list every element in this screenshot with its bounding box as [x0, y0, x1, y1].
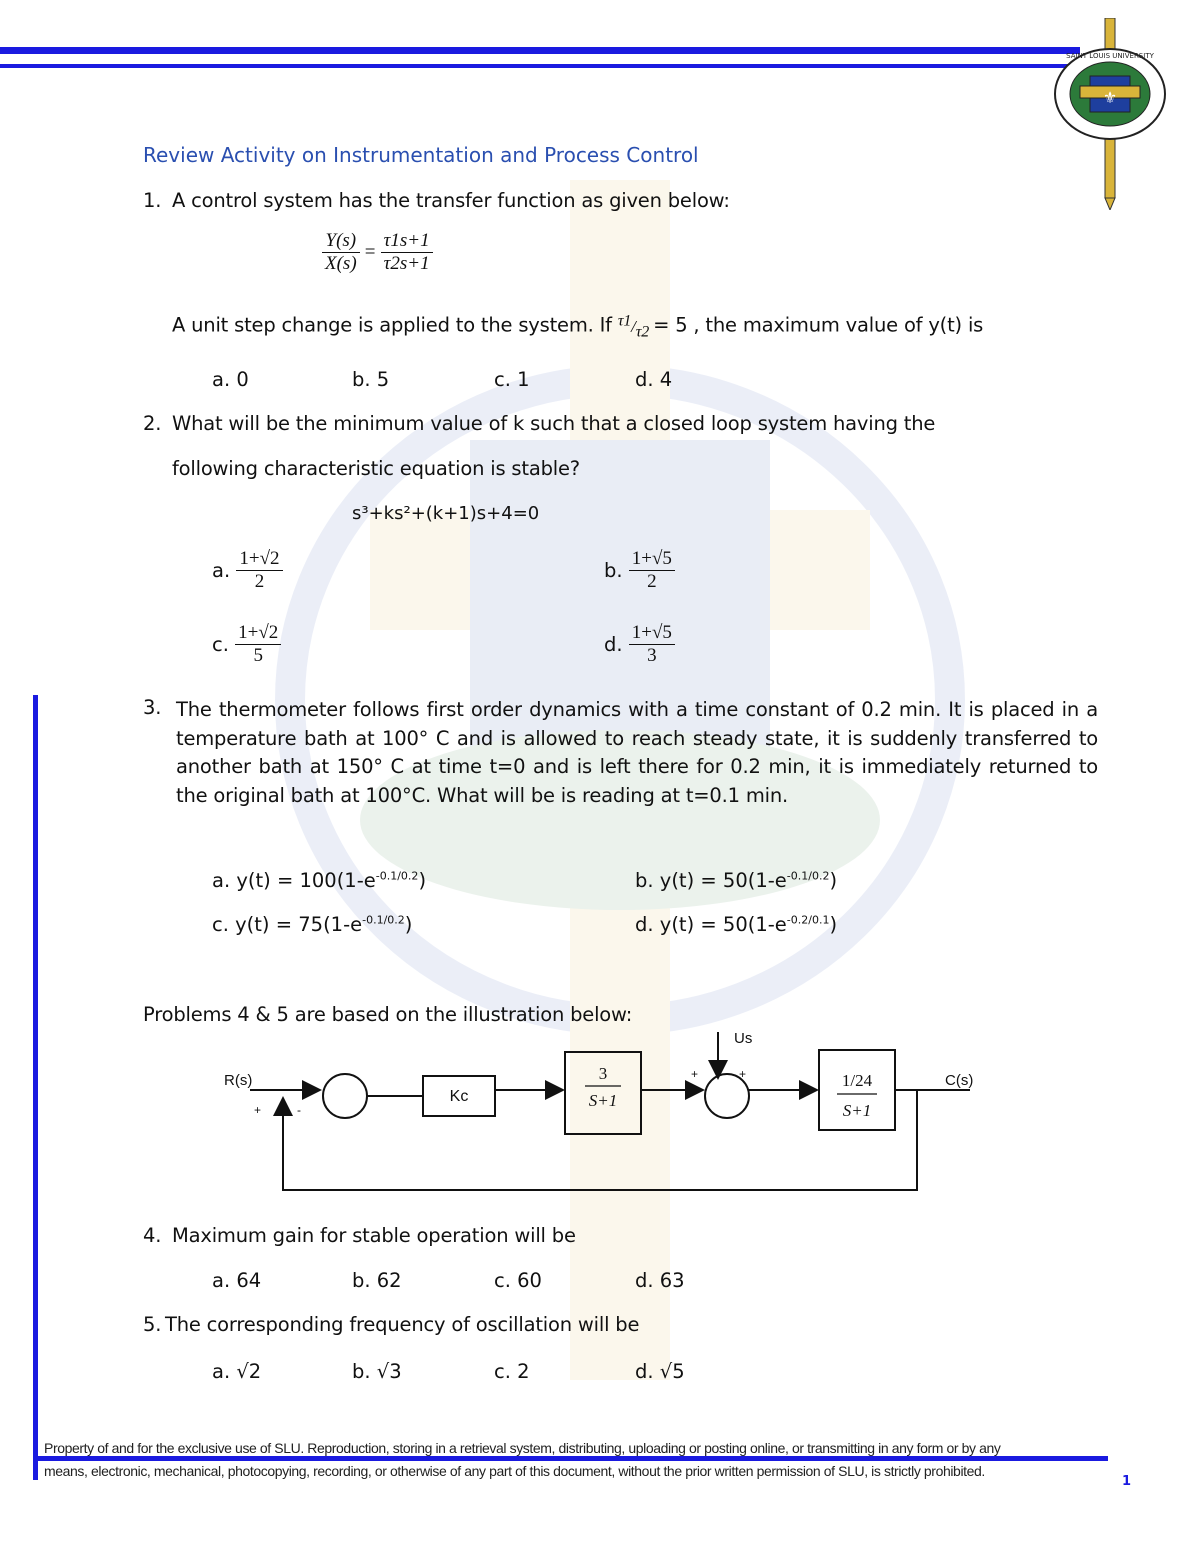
- q2-option-b-num: 1+√5: [629, 548, 675, 571]
- q1-lhs-fraction: [322, 230, 360, 275]
- output-label: C(s): [945, 1072, 974, 1089]
- q3-option-b-exp: -0.1/0.2: [786, 869, 830, 883]
- q2-text-a: What will be the minimum value of k such that a closed loop system having the: [172, 412, 936, 435]
- q2-option-a-fraction: [236, 548, 282, 593]
- block2-denominator: S+1: [842, 1101, 872, 1120]
- q1-rhs-fraction: [381, 230, 433, 275]
- sum1-plus-sign: +: [254, 1103, 262, 1117]
- q2-option-c: [212, 622, 281, 667]
- block2-numerator: 1/24: [841, 1071, 873, 1090]
- q2-option-a-num: 1+√2: [236, 548, 282, 571]
- q3-option-b-base: b. y(t) = 50(1-e: [635, 869, 787, 892]
- disturbance-label: Us: [734, 1030, 753, 1047]
- q2-text-b: following characteristic equation is stable?: [172, 457, 580, 480]
- controller-label: Kc: [449, 1088, 469, 1105]
- q3-option-a-base: a. y(t) = 100(1-e: [212, 869, 376, 892]
- sum2-plus-top: +: [739, 1067, 747, 1081]
- q3-option-d: [635, 913, 837, 936]
- seal-text: SAINT LOUIS UNIVERSITY: [1066, 52, 1154, 60]
- q1-ratio-den: τ2: [635, 323, 650, 341]
- q2-option-a-den: 2: [254, 571, 265, 592]
- q3-number: 3.: [143, 696, 162, 719]
- q2-option-b: [604, 548, 675, 593]
- q2-equation: s³+ks²+(k+1)s+4=0: [352, 503, 540, 524]
- q2-option-d-num: 1+√5: [629, 622, 675, 645]
- q5-number: 5.: [143, 1313, 162, 1336]
- q3-option-a: [212, 869, 426, 892]
- q3-option-a-end: ): [418, 869, 427, 892]
- q4-option-b: b. 62: [352, 1269, 402, 1292]
- q1-lhs-den: X(s): [325, 253, 357, 274]
- page-number: 1: [1122, 1474, 1132, 1489]
- block-diagram: [0, 1020, 1200, 1200]
- q2-option-b-label: b.: [604, 559, 623, 582]
- q3-text: The thermometer follows first order dynamics with a time constant of 0.2 min. It is placed in a temperature bath at 100° C and is allowed to reach steady state, it is suddenly transferred to another bath at 150° C at time t=0 and is left there for 0.2 min, it is immediately returned to the original bath at 100°C. What will be is reading at t=0.1 min.: [176, 698, 1098, 807]
- q5-text: The corresponding frequency of oscillation will be: [165, 1313, 640, 1336]
- q2-option-c-fraction: [235, 622, 281, 667]
- document-title: Review Activity on Instrumentation and Process Control: [143, 143, 699, 167]
- q1-number: 1.: [143, 189, 162, 212]
- q2-option-a: [212, 548, 283, 593]
- q3-option-c-base: c. y(t) = 75(1-e: [212, 913, 363, 936]
- q4-text: Maximum gain for stable operation will be: [172, 1224, 576, 1247]
- q1-step-text-b: = 5 , the maximum value of y(t) is: [653, 313, 984, 337]
- sum2-plus-left: +: [691, 1067, 699, 1081]
- q2-number: 2.: [143, 412, 162, 435]
- q1-ratio: $^{\tau 1}/_{\tau 2}$: [617, 312, 650, 341]
- q3-option-c: [212, 913, 412, 936]
- q2-option-c-den: 5: [253, 645, 263, 666]
- q1-rhs-den: τ2s+1: [383, 253, 430, 274]
- q5-option-b: b. √3: [352, 1360, 402, 1383]
- block1-denominator: S+1: [588, 1091, 618, 1110]
- q3-option-d-exp: -0.2/0.1: [786, 913, 830, 927]
- header-bar-thin: [0, 64, 1080, 68]
- svg-text:⚜: ⚜: [1102, 88, 1118, 107]
- q3-option-c-end: ): [404, 913, 413, 936]
- q3-option-b: [635, 869, 837, 892]
- q3-option-a-exp: -0.1/0.2: [375, 869, 419, 883]
- q3-option-d-base: d. y(t) = 50(1-e: [635, 913, 787, 936]
- q5-option-a: a. √2: [212, 1360, 262, 1383]
- q2-option-b-fraction: [629, 548, 675, 593]
- q2-option-b-den: 2: [647, 571, 657, 592]
- block1-numerator: 3: [598, 1064, 608, 1083]
- footer-copyright-line-2: means, electronic, mechanical, photocopying, recording, or otherwise of any part of this document, without the prior written permission of SLU, is strictly prohibited.: [44, 1463, 985, 1479]
- q4-number: 4.: [143, 1224, 162, 1247]
- q1-rhs-num: τ1s+1: [381, 230, 433, 253]
- q5-option-c: c. 2: [494, 1360, 530, 1383]
- q1-step-line: [172, 312, 983, 341]
- q1-option-a: a. 0: [212, 368, 249, 391]
- q2-option-c-label: c.: [212, 633, 229, 656]
- q5-option-d: d. √5: [635, 1360, 685, 1383]
- footer-bar: [33, 1456, 1108, 1461]
- footer-copyright-line-1: Property of and for the exclusive use of SLU. Reproduction, storing in a retrieval system, distributing, uploading or posting online, or transmitting in any form or by any: [44, 1440, 1001, 1456]
- q2-option-c-num: 1+√2: [235, 622, 281, 645]
- q2-option-d-den: 3: [647, 645, 657, 666]
- q3-option-b-end: ): [829, 869, 838, 892]
- q1-option-d: d. 4: [635, 368, 673, 391]
- q1-option-b: b. 5: [352, 368, 390, 391]
- university-seal-logo: [1050, 18, 1170, 210]
- q2-option-d-fraction: [629, 622, 675, 667]
- q1-option-c: c. 1: [494, 368, 530, 391]
- q1-ratio-num: τ1: [617, 312, 632, 329]
- sum1-minus-sign: -: [297, 1103, 301, 1117]
- q3-option-d-end: ): [829, 913, 838, 936]
- q4-option-c: c. 60: [494, 1269, 542, 1292]
- summing-junction-1: [323, 1074, 367, 1118]
- input-label: R(s): [224, 1072, 253, 1089]
- header-bar-thick: [0, 47, 1080, 54]
- q1-lhs-num: Y(s): [322, 230, 360, 253]
- q1-step-text-a: A unit step change is applied to the system. If: [172, 313, 612, 337]
- q2-option-a-label: a.: [212, 559, 231, 582]
- diagram-intro: Problems 4 & 5 are based on the illustration below:: [143, 1003, 633, 1026]
- q3-option-c-exp: -0.1/0.2: [362, 913, 405, 927]
- q2-option-d-label: d.: [604, 633, 623, 656]
- q4-option-a: a. 64: [212, 1269, 262, 1292]
- q1-text: A control system has the transfer function as given below:: [172, 189, 730, 212]
- q4-option-d: d. 63: [635, 1269, 685, 1292]
- q1-equals: =: [364, 241, 376, 263]
- q2-option-d: [604, 622, 675, 667]
- q1-transfer-function: [322, 230, 433, 275]
